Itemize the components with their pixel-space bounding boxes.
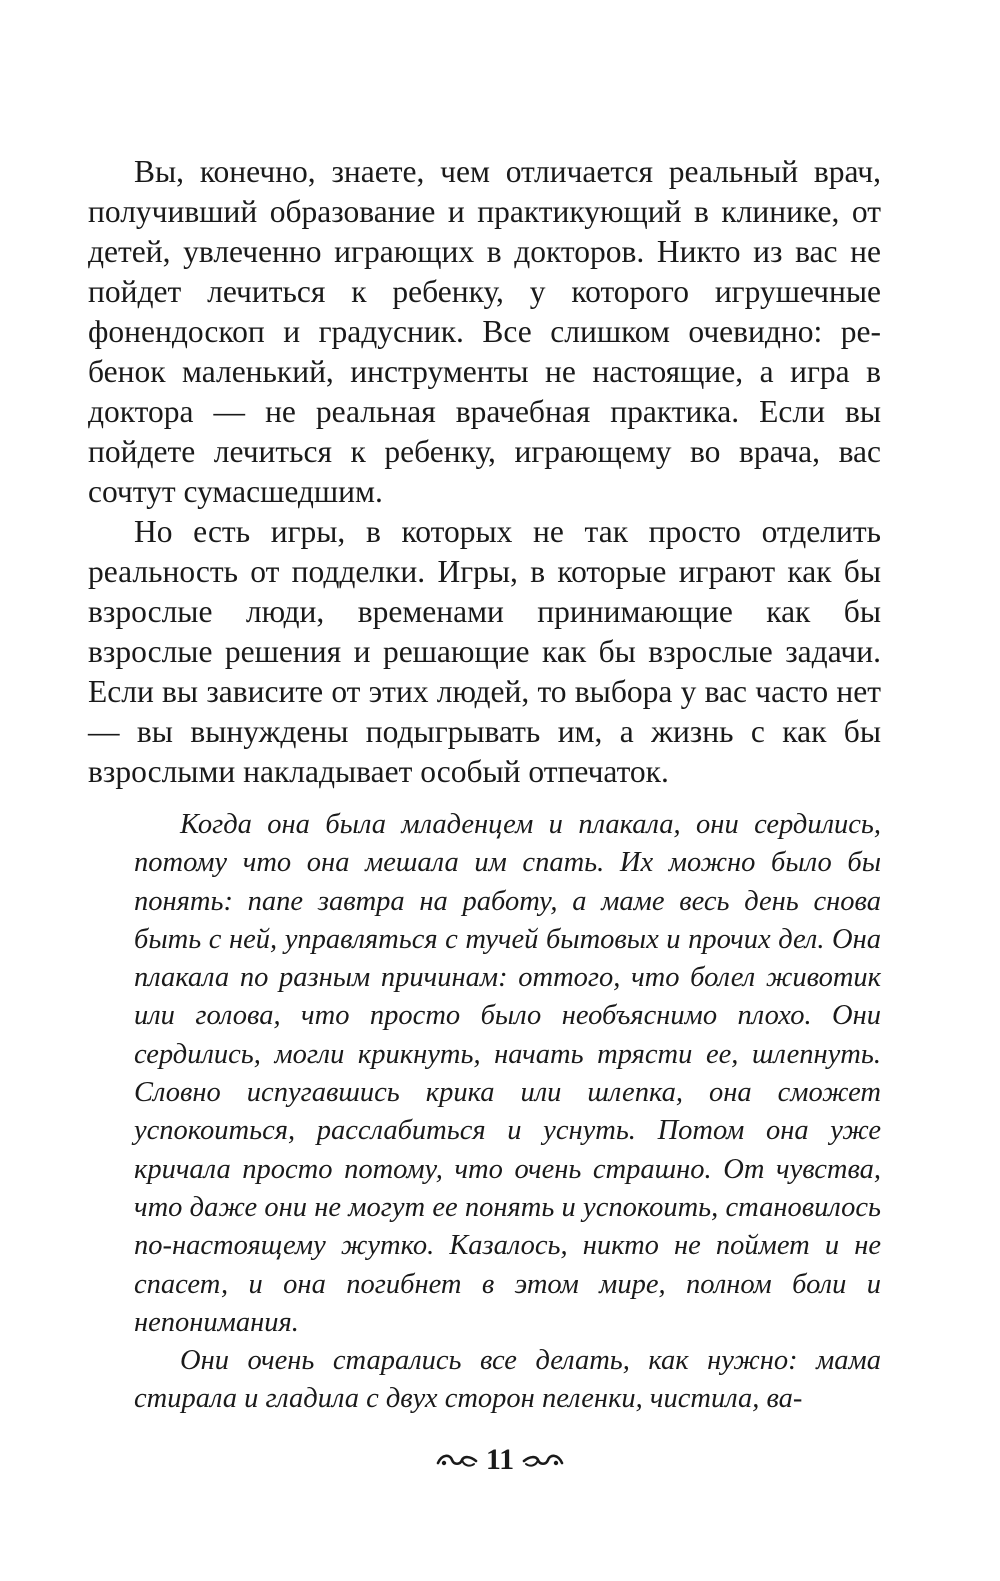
excerpt-paragraph-1: Когда она была младенцем и плакала, они сердились, потому что она мешала им спать. Их можно было бы понять: папе завтра на работу, а маме весь день снова быть с ней, управляться с тучей бытовых и прочих дел. Она плакала по разным причинам: оттого, что болел животик или голова, что просто было необъяснимо плохо. Они сердились, могли крикнуть, начать трясти ее, шлепнуть. Словно испугавшись крика или шлепка, она сможет успокоиться, расслабиться и уснуть. Потом она уже кричала просто потому, что очень страшно. От чувства, что даже они не могут ее понять и успокоить, становилось по-настоящему жутко. Казалось, никто не поймет и не спасет, и она погибнет в этом мире, полном боли и непонимания. (134, 809, 881, 1338)
main-text (88, 152, 881, 792)
paragraph-1: Вы, конечно, знаете, чем отличается реальный врач, получивший образование и практикующий в клинике, от детей, увлеченно играющих в докторов. Никто из вас не пойдет лечиться к ребенку, у которого игрушечные фонендоскоп и градусник. Все слишком очевидно: ребенок маленький, инструменты не настоящие, а игра в доктора — не реальная врачебная практика. Если вы пойдете лечиться к ребенку, играющему во врача, вас сочтут сумасшедшим. (88, 154, 881, 509)
page-number: 11 (485, 1443, 515, 1476)
ornament-right-icon (522, 1450, 564, 1470)
italic-excerpt (134, 806, 881, 1419)
paragraph-2: Но есть игры, в которых не так просто отделить реальность от подделки. Игры, в которые играют как бы взрослые люди, временами принимающие как бы взрослые решения и решающие как бы взрослые задачи. Если вы зависите от этих людей, то выбора у вас часто нет — вы вынуждены подыгрывать им, а жизнь с как бы взрослыми накладывает особый отпечаток. (88, 514, 881, 789)
page-footer (0, 1442, 1000, 1478)
excerpt-paragraph-2: Они очень старались все делать, как нужно: мама стирала и гладила с двух сторон пеленки, чистила, ва- (134, 1345, 881, 1415)
ornament-left-icon (436, 1450, 478, 1470)
